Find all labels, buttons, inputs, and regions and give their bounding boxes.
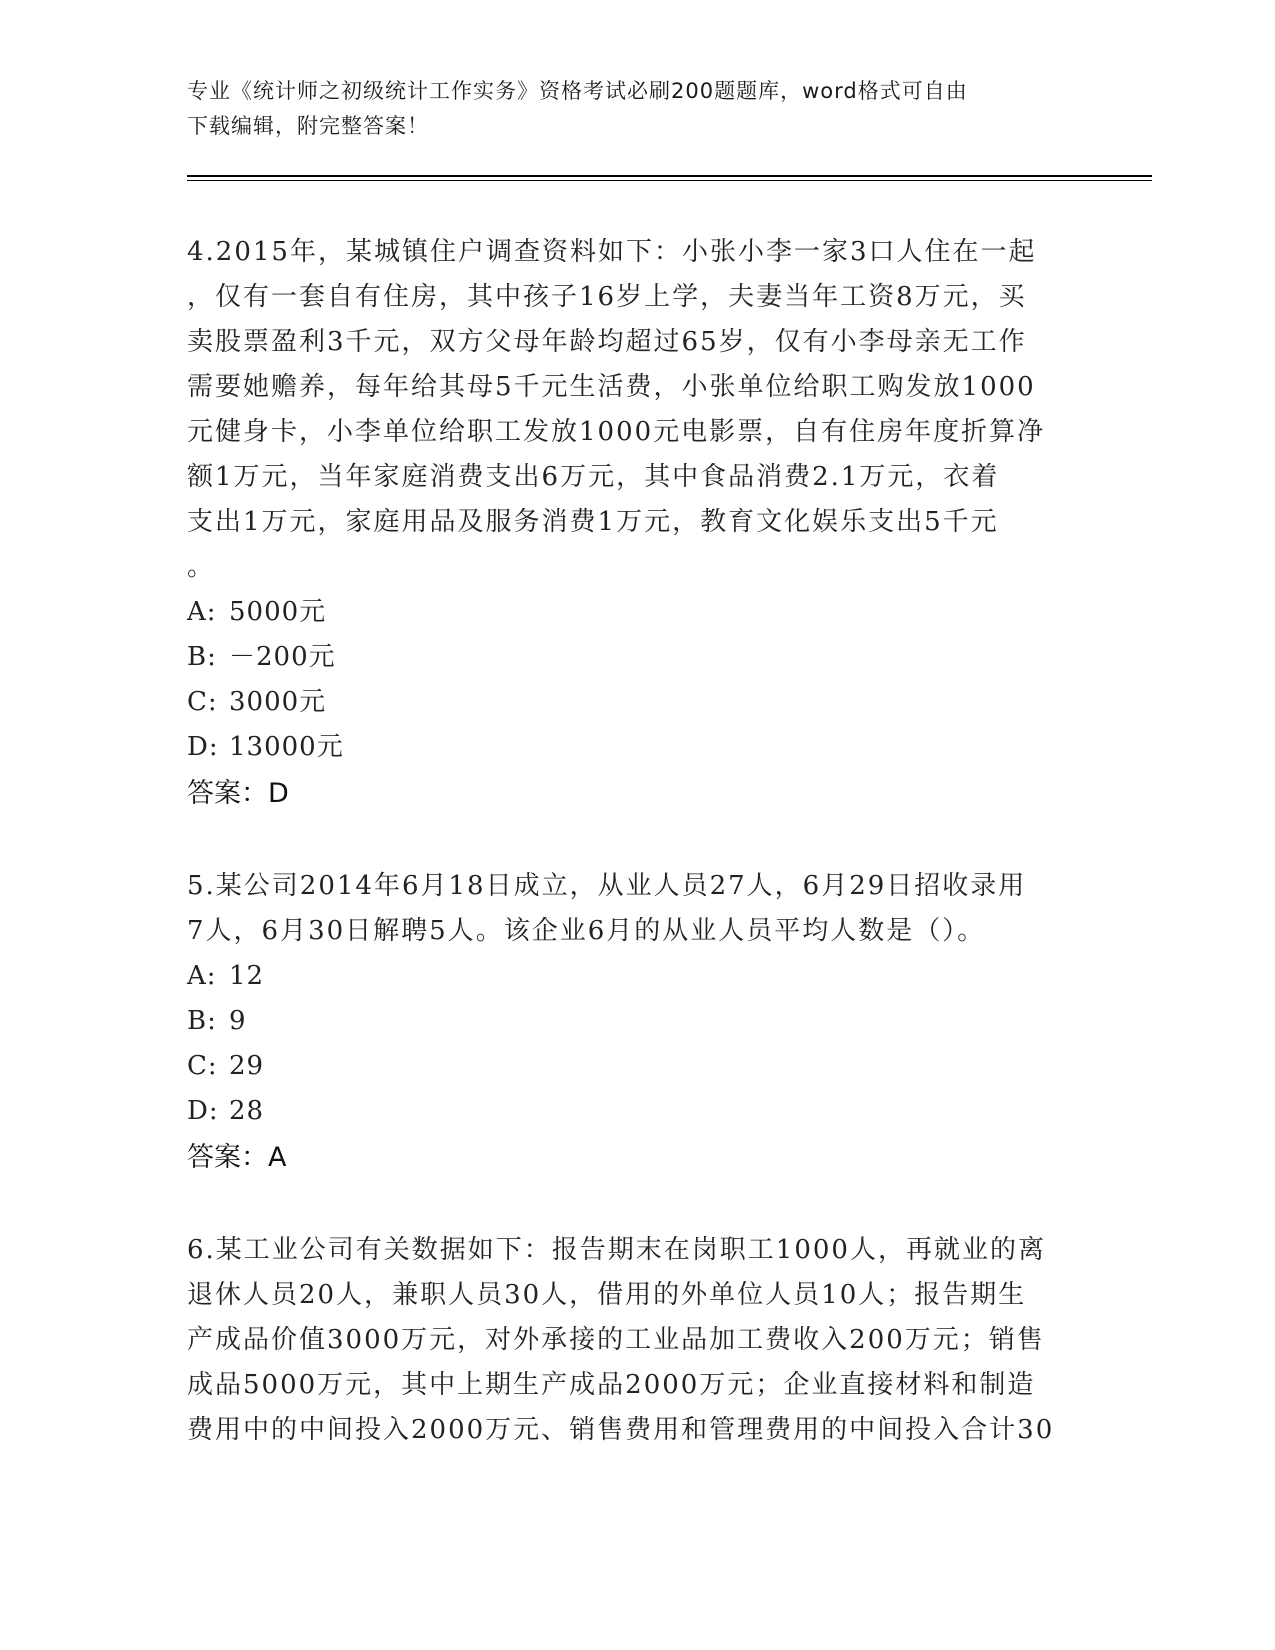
option-value: 9	[229, 1006, 247, 1036]
option-value: 5000元	[229, 597, 327, 627]
option-value: 3000元	[229, 687, 327, 717]
option-c	[187, 680, 1087, 725]
option-d	[187, 1089, 1087, 1134]
option-value: 13000元	[229, 732, 344, 762]
option-value: －200元	[229, 642, 336, 672]
question-5	[187, 864, 1087, 1182]
option-b	[187, 635, 1087, 680]
answer-text: 答案：D	[187, 778, 289, 809]
option-key: D:	[187, 732, 219, 762]
question-line: 元健身卡，小李单位给职工发放1000元电影票，自有住房年度折算净	[187, 417, 1046, 447]
question-line: 需要她赡养，每年给其母5千元生活费，小张单位给职工购发放1000	[187, 372, 1036, 402]
option-d	[187, 725, 1087, 770]
question-line: 5.某公司2014年6月18日成立，从业人员27人，6月29日招收录用	[187, 871, 1027, 901]
document-header	[187, 74, 1087, 144]
question-line: 6.某工业公司有关数据如下：报告期末在岗职工1000人，再就业的离	[187, 1235, 1046, 1265]
question-line: 额1万元，当年家庭消费支出6万元，其中食品消费2.1万元，衣着	[187, 462, 1000, 492]
option-a	[187, 954, 1087, 999]
document-body	[187, 230, 1087, 1499]
answer-text: 答案：A	[187, 1142, 287, 1173]
question-line: 4.2015年，某城镇住户调查资料如下：小张小李一家3口人住在一起	[187, 237, 1037, 267]
question-line: 支出1万元，家庭用品及服务消费1万元，教育文化娱乐支出5千元	[187, 507, 999, 537]
option-key: A:	[187, 961, 217, 991]
question-line: 卖股票盈利3千元，双方父母年龄均超过65岁，仅有小李母亲无工作	[187, 327, 1027, 357]
option-value: 12	[229, 961, 265, 991]
question-line: 7人，6月30日解聘5人。该企业6月的从业人员平均人数是（）。	[187, 916, 986, 946]
option-a	[187, 590, 1087, 635]
header-line-2: 下载编辑，附完整答案！	[187, 114, 429, 138]
question-line: 产成品价值3000万元，对外承接的工业品加工费收入200万元；销售	[187, 1325, 1045, 1355]
question-6	[187, 1228, 1087, 1453]
question-line: 费用中的中间投入2000万元、销售费用和管理费用的中间投入合计30	[187, 1415, 1055, 1445]
question-line: 退休人员20人，兼职人员30人，借用的外单位人员10人；报告期生	[187, 1280, 1027, 1310]
option-key: A:	[187, 597, 217, 627]
question-line: ，仅有一套自有住房，其中孩子16岁上学，夫妻当年工资8万元，买	[187, 282, 1027, 312]
question-line: 。	[187, 552, 216, 582]
option-key: C:	[187, 1051, 218, 1081]
option-key: C:	[187, 687, 218, 717]
option-key: D:	[187, 1096, 219, 1126]
option-value: 29	[229, 1051, 265, 1081]
option-b	[187, 999, 1087, 1044]
option-value: 28	[229, 1096, 265, 1126]
option-key: B:	[187, 1006, 217, 1036]
header-line-1: 专业《统计师之初级统计工作实务》资格考试必刷200题题库，word格式可自由	[187, 79, 968, 103]
option-key: B:	[187, 642, 217, 672]
question-line: 成品5000万元，其中上期生产成品2000万元；企业直接材料和制造	[187, 1370, 1036, 1400]
question-4	[187, 230, 1087, 818]
option-c	[187, 1044, 1087, 1089]
header-divider	[187, 175, 1152, 181]
